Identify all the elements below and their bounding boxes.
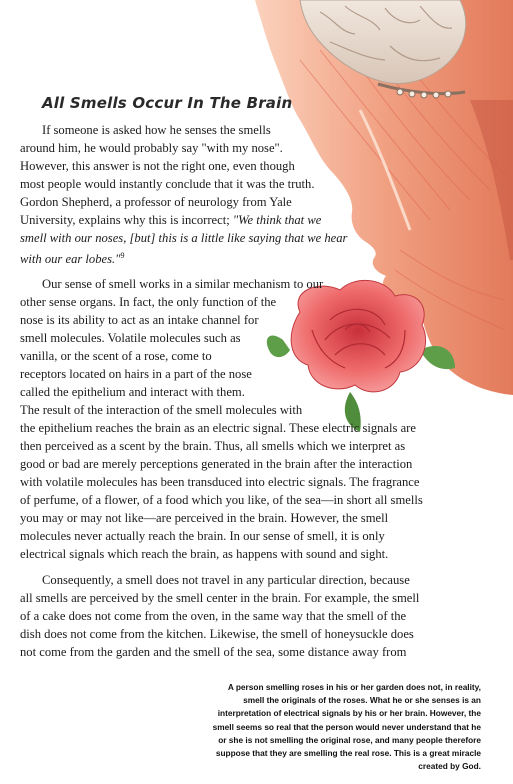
- text-line: dish does not come from the kitchen. Likewise, the smell of honeysuckle does: [20, 627, 414, 641]
- caption-line: A person smelling roses in his or her garden does not, in reality,: [227, 682, 481, 692]
- text-line: The result of the interaction of the smell molecules with: [20, 403, 303, 417]
- text-line: of a cake does not come from the oven, in the same way that the smell of the: [20, 609, 407, 623]
- caption-line: interpretation of electrical signals by his or her brain. However, the: [217, 708, 481, 719]
- footnote-marker: 9: [120, 251, 125, 260]
- caption-line: suppose that they are smelling the real rose. This is a great miracle: [215, 748, 481, 759]
- caption-line: or she is not smelling the original rose, and many people therefore: [218, 734, 481, 745]
- text-line: Our sense of smell works in a similar mechanism to our: [42, 277, 324, 291]
- caption-line: smell seems so real that the person would never understand that he: [212, 721, 481, 732]
- text-line: other sense organs. In fact, the only function of the: [20, 295, 277, 309]
- text-line: around him, he would probably say "with my nose".: [20, 141, 283, 155]
- text-line: called the epithelium and interact with them.: [20, 385, 245, 399]
- quote-text: "We think that we: [232, 213, 322, 227]
- text-line: not come from the garden and the smell of the sea, some distance away from: [20, 645, 407, 659]
- text-line: good or bad are merely perceptions generated in the brain after the interaction: [20, 457, 413, 471]
- text-line: the epithelium reaches the brain as an electric signal. These electric signals are: [20, 421, 416, 435]
- text-line: nose is its ability to act as an intake channel for: [20, 313, 259, 327]
- text-line: [20, 229, 347, 247]
- text-line: smell molecules. Volatile molecules such as: [20, 331, 241, 345]
- text-line: receptors located on hairs in a part of the nose: [20, 367, 252, 381]
- quote-lead: University, explains why this is incorrect;: [20, 213, 233, 227]
- text-line: with volatile molecules has been transduced into electric signals. The fragrance: [20, 475, 420, 489]
- text-line: [20, 247, 124, 265]
- image-caption: [151, 681, 481, 773]
- caption-line: smell the originals of the roses. What he or she senses is an: [243, 695, 481, 706]
- text-line: electrical signals which reach the brain, as happens with sound and sight.: [20, 547, 389, 561]
- text-line: Consequently, a smell does not travel in any particular direction, because: [42, 573, 410, 587]
- text-line: Gordon Shepherd, a professor of neurology from Yale: [20, 195, 292, 209]
- text-line: [20, 211, 321, 229]
- page-heading: All Smells Occur In The Brain: [42, 94, 293, 112]
- quote-text: smell with our noses, [but] this is a little like saying that we hear: [20, 231, 348, 245]
- text-line: all smells are perceived by the smell center in the brain. For example, the smell: [20, 591, 420, 605]
- text-line: then perceived as a scent by the brain. Thus, all smells which we interpret as: [20, 439, 406, 453]
- text-line: most people would instantly conclude that it was the truth.: [20, 177, 315, 191]
- text-line: vanilla, or the scent of a rose, come to: [20, 349, 212, 363]
- text-line: of perfume, of a flower, of a food which you like, of the sea—in short all smells: [20, 493, 423, 507]
- text-line: molecules never actually reach the brain. In our sense of smell, it is only: [20, 529, 385, 543]
- caption-line: created by God.: [418, 761, 481, 772]
- quote-text: with our ear lobes.": [20, 252, 121, 267]
- text-line: you may or may not like—are perceived in the brain. However, the smell: [20, 511, 389, 525]
- text-line: However, this answer is not the right one, even though: [20, 159, 295, 173]
- text-line: If someone is asked how he senses the smells: [42, 123, 271, 137]
